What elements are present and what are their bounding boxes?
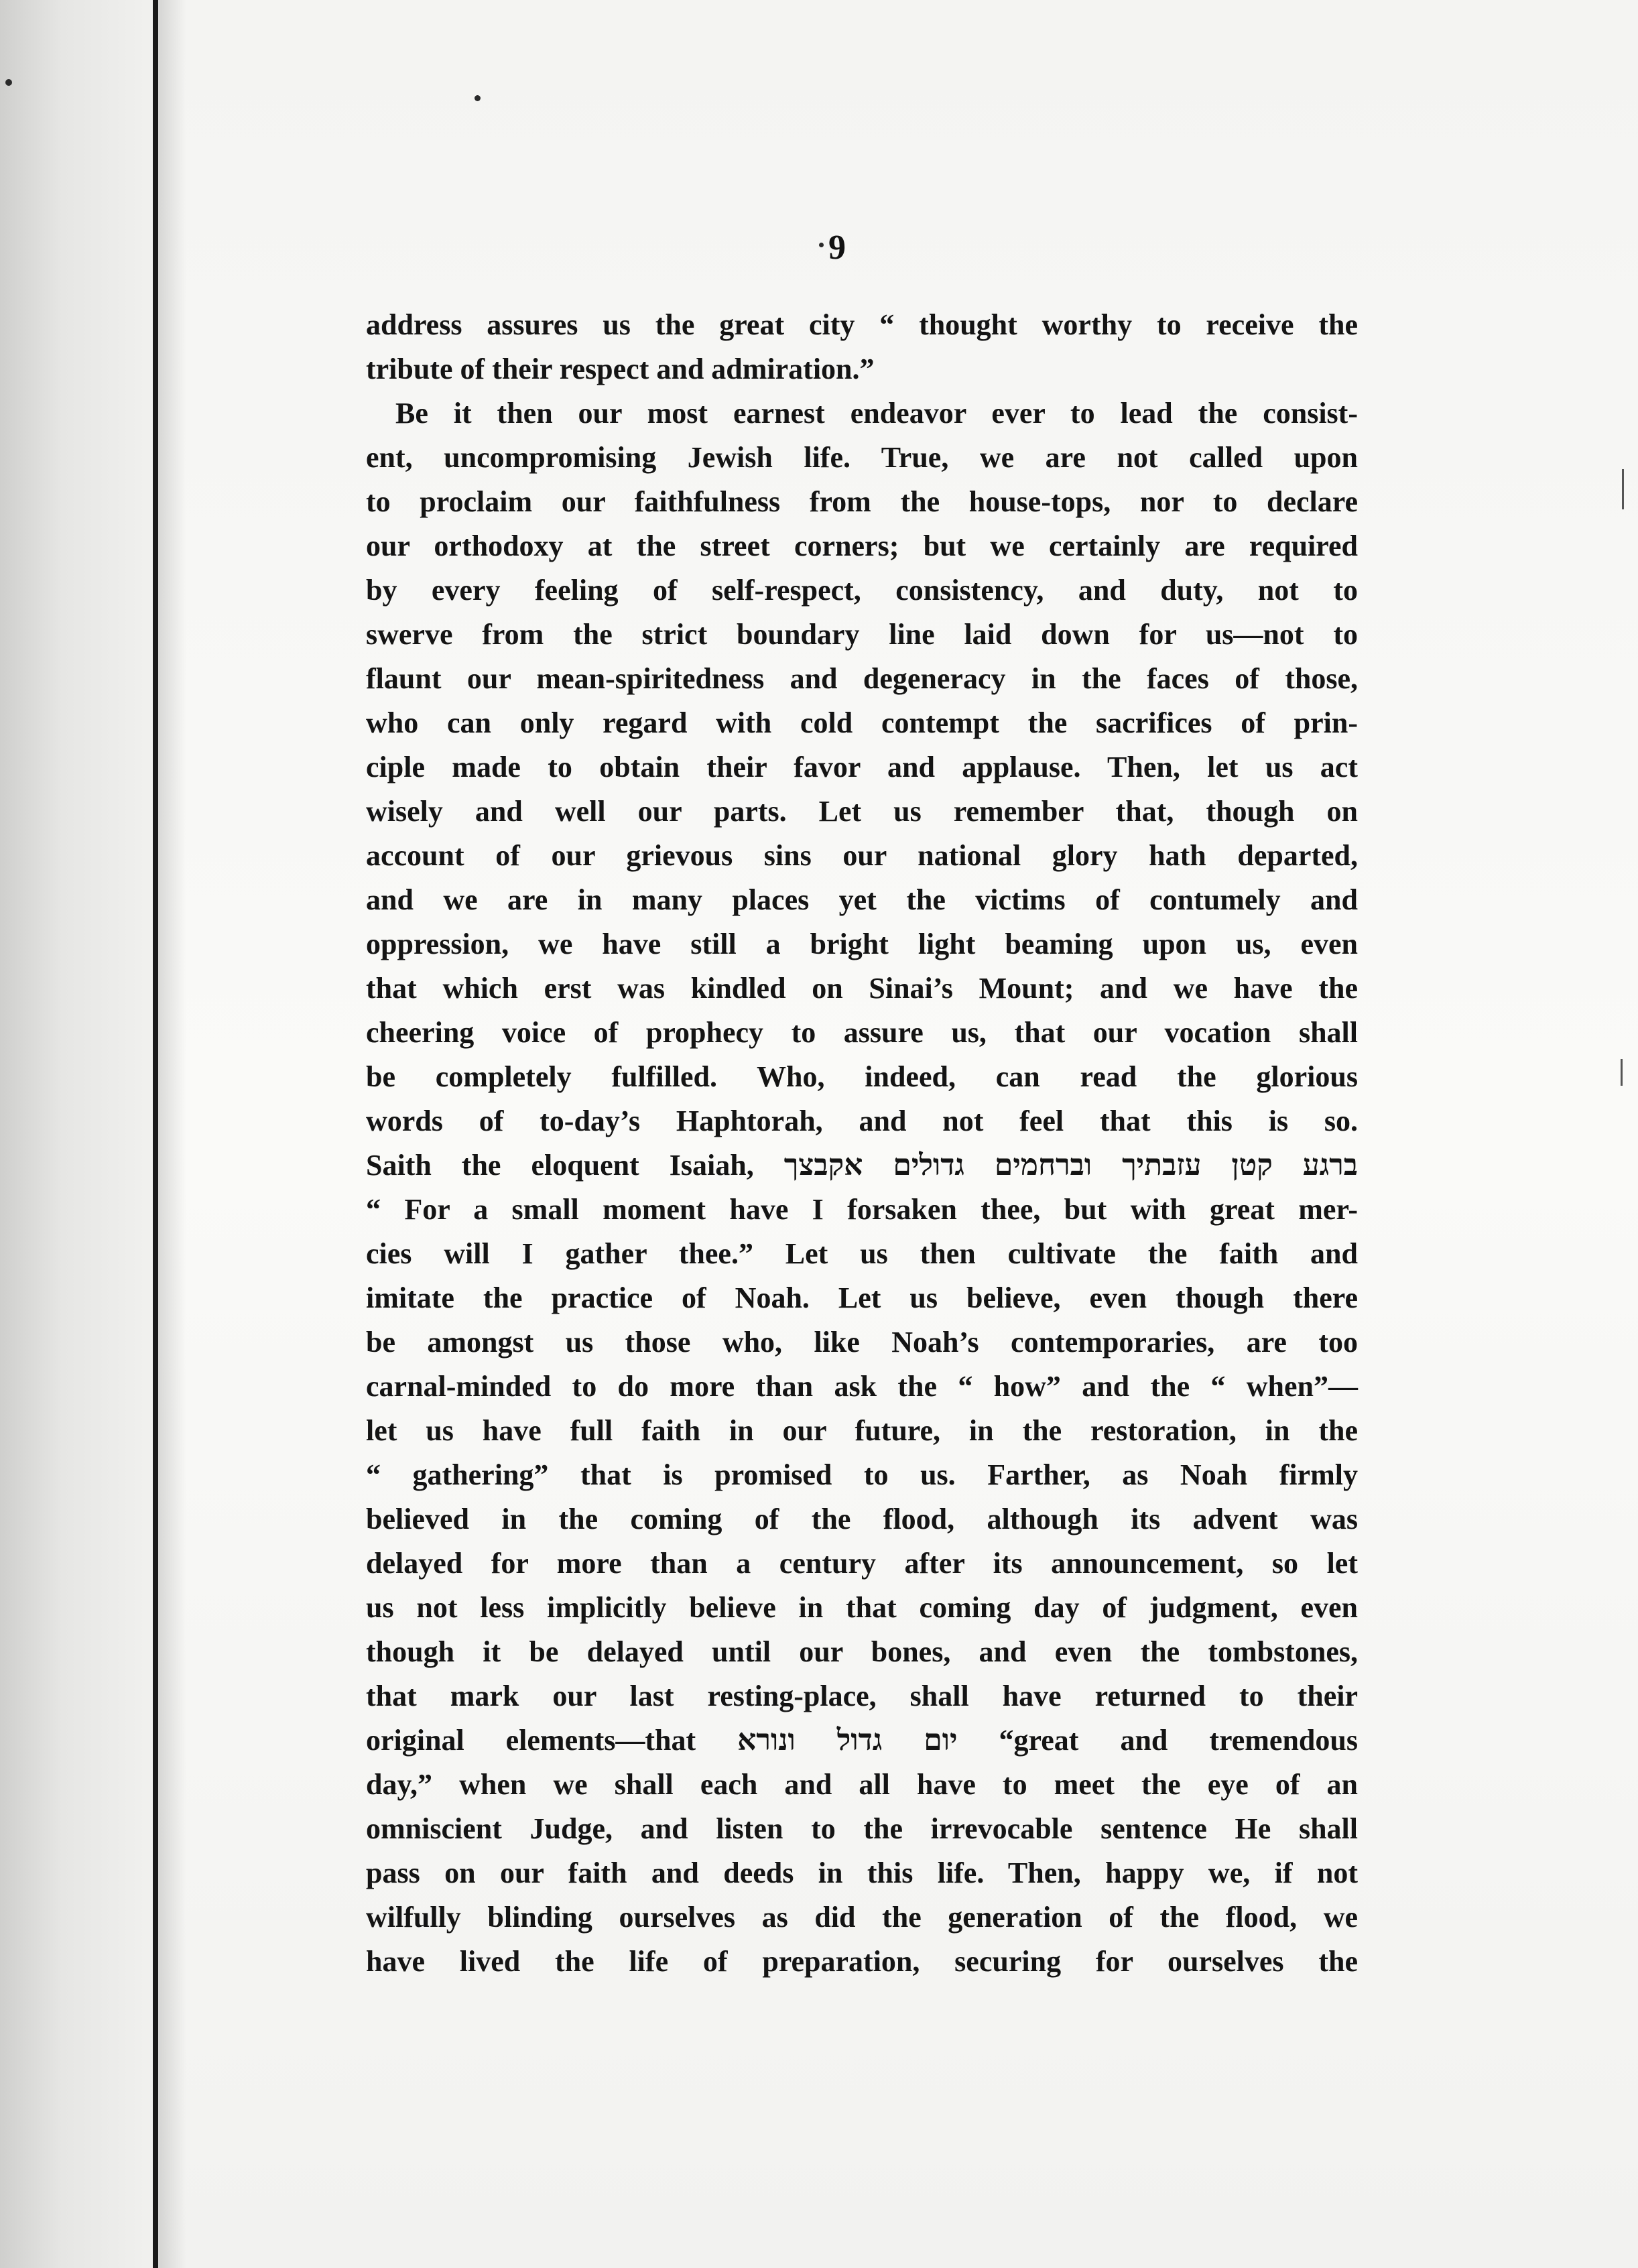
text-line: Be it then our most earnest endeavor ever to lead the consist- bbox=[395, 397, 1358, 430]
text-line: imitate the practice of Noah. Let us believe, even though there bbox=[366, 1281, 1358, 1314]
text-line: cheering voice of prophecy to assure us, that our vocation shall bbox=[366, 1016, 1358, 1049]
text-line-with-hebrew: original elements—that יום גדול ונורא “great and tremendous bbox=[366, 1724, 1358, 1757]
text-line: wilfully blinding ourselves as did the generation of the flood, we bbox=[366, 1901, 1358, 1934]
text-line: to proclaim our faithfulness from the house-tops, nor to declare bbox=[366, 485, 1358, 518]
scan-speck bbox=[5, 79, 12, 86]
text-line: tribute of their respect and admiration.” bbox=[366, 353, 875, 385]
page-edge-mark bbox=[1621, 1059, 1623, 1086]
text-line: delayed for more than a century after its announcement, so let bbox=[366, 1547, 1358, 1580]
text-line: words of to-day’s Haphtorah, and not feel that this is so. bbox=[366, 1105, 1358, 1137]
text-line: let us have full faith in our future, in the restoration, in the bbox=[366, 1414, 1358, 1447]
text-line: oppression, we have still a bright light beaming upon us, even bbox=[366, 928, 1358, 960]
scan-speck bbox=[475, 95, 481, 101]
body-text bbox=[366, 303, 1358, 1984]
text-line: be amongst us those who, like Noah’s contemporaries, are too bbox=[366, 1326, 1358, 1359]
text-line: by every feeling of self-respect, consistency, and duty, not to bbox=[366, 574, 1358, 607]
text-line: our orthodoxy at the street corners; but we certainly are required bbox=[366, 529, 1358, 562]
binding-gutter bbox=[153, 0, 158, 2268]
text-line: have lived the life of preparation, securing for ourselves the bbox=[366, 1945, 1358, 1978]
text-line: and we are in many places yet the victims of contumely and bbox=[366, 883, 1358, 916]
text-line: account of our grievous sins our national glory hath departed, bbox=[366, 839, 1358, 872]
text-line: believed in the coming of the flood, although its advent was bbox=[366, 1503, 1358, 1535]
text-line: though it be delayed until our bones, and even the tombstones, bbox=[366, 1635, 1358, 1668]
text-line: swerve from the strict boundary line laid down for us—not to bbox=[366, 618, 1358, 651]
text-line: ciple made to obtain their favor and applause. Then, let us act bbox=[366, 751, 1358, 783]
text-line: pass on our faith and deeds in this life. Then, happy we, if not bbox=[366, 1856, 1358, 1889]
scan-speck bbox=[819, 243, 824, 247]
text-line: us not less implicitly believe in that coming day of judgment, even bbox=[366, 1591, 1358, 1624]
text-line: “ gathering” that is promised to us. Farther, as Noah firmly bbox=[366, 1458, 1358, 1491]
text-line-with-hebrew: Saith the eloquent Isaiah, ברגע קטן עזבתיך וברחמים גדולים אקבצך bbox=[366, 1149, 1358, 1182]
text-line: ent, uncompromising Jewish life. True, we are not called upon bbox=[366, 441, 1358, 474]
text-line: day,” when we shall each and all have to meet the eye of an bbox=[366, 1768, 1358, 1801]
text-line: flaunt our mean-spiritedness and degeneracy in the faces of those, bbox=[366, 662, 1358, 695]
page-number: 9 bbox=[828, 229, 846, 267]
page-gutter-shadow bbox=[160, 0, 186, 2268]
text-line: that which erst was kindled on Sinai’s Mount; and we have the bbox=[366, 972, 1358, 1005]
text-line: that mark our last resting-place, shall have returned to their bbox=[366, 1680, 1358, 1712]
text-line: wisely and well our parts. Let us remember that, though on bbox=[366, 795, 1358, 828]
page-edge-mark bbox=[1622, 469, 1624, 509]
text-line: omniscient Judge, and listen to the irrevocable sentence He shall bbox=[366, 1812, 1358, 1845]
text-line: address assures us the great city “ thought worthy to receive the bbox=[366, 308, 1358, 341]
text-line: carnal-minded to do more than ask the “ how” and the “ when”— bbox=[366, 1370, 1358, 1403]
facing-page-edge bbox=[0, 0, 155, 2268]
text-line: who can only regard with cold contempt the sacrifices of prin- bbox=[366, 706, 1358, 739]
text-line: “ For a small moment have I forsaken thee, but with great mer- bbox=[366, 1193, 1358, 1226]
text-line: cies will I gather thee.” Let us then cultivate the faith and bbox=[366, 1237, 1358, 1270]
text-line: be completely fulfilled. Who, indeed, can read the glorious bbox=[366, 1060, 1358, 1093]
